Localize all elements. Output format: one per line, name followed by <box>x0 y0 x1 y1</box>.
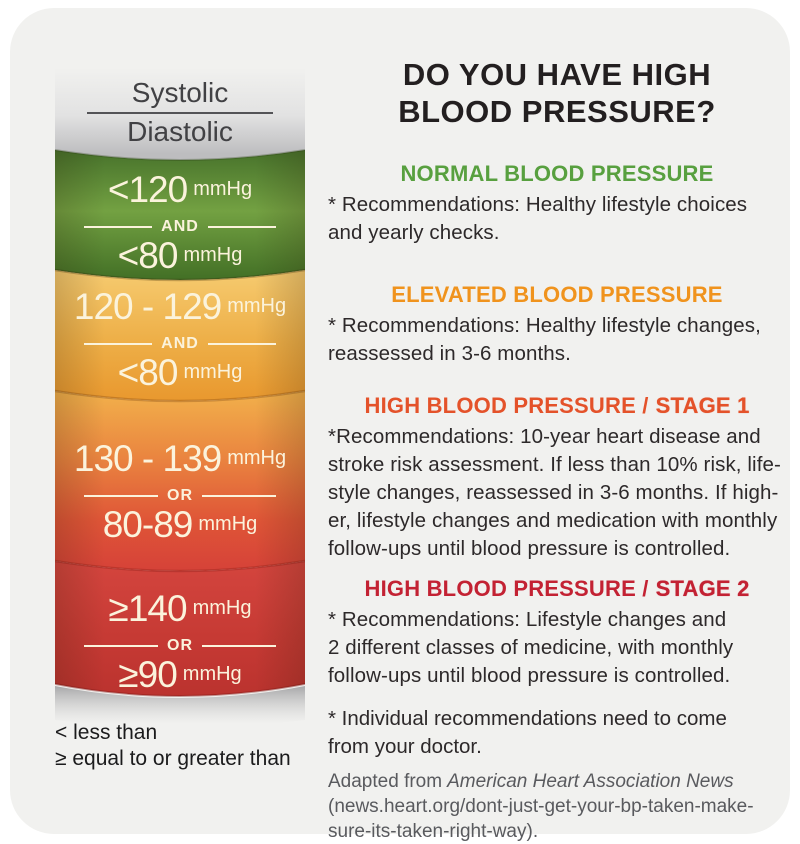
section-normal-body <box>328 191 786 247</box>
legend-greater-equal: ≥ equal to or greater than <box>55 747 291 770</box>
diastolic-value-row <box>55 654 305 701</box>
section-stage2 <box>328 576 786 690</box>
unit-label: mmHg <box>193 178 253 200</box>
section-normal <box>328 161 786 247</box>
rule-line <box>84 495 158 497</box>
heading-main: HIGH BLOOD PRESSURE / <box>364 576 649 601</box>
attribution-source: American Heart Association News <box>447 771 734 792</box>
systolic-value: 120 - 129 <box>73 286 222 327</box>
section-elevated-heading: ELEVATED BLOOD PRESSURE <box>391 282 723 307</box>
body-line: style changes, reassessed in 3-6 months. If high- <box>328 481 779 504</box>
diastolic-label: Diastolic <box>127 116 233 147</box>
attribution-line: sure-its-taken-right-way). <box>328 821 539 842</box>
title-line-1: DO YOU HAVE HIGH <box>402 57 712 92</box>
scale-labels <box>55 78 305 147</box>
attribution-prefix: Adapted from <box>328 771 443 792</box>
conjunction-row <box>84 487 276 505</box>
section-elevated <box>328 282 786 368</box>
unit-label: mmHg <box>182 663 242 685</box>
conjunction-label: OR <box>167 487 193 504</box>
band-normal-values <box>55 169 305 282</box>
conjunction-label: AND <box>161 335 199 352</box>
systolic-value-row <box>55 169 305 216</box>
body-line: * Recommendations: Healthy lifestyle changes, <box>328 314 761 337</box>
attribution-line: (news.heart.org/dont-just-get-your-bp-taken-make- <box>328 796 754 817</box>
diastolic-value: <80 <box>117 235 178 276</box>
unit-label: mmHg <box>192 597 252 619</box>
conjunction-row <box>84 637 276 655</box>
body-line: * Recommendations: Healthy lifestyle choices <box>328 193 748 216</box>
body-line: reassessed in 3-6 months. <box>328 342 571 365</box>
heading-stage: STAGE 1 <box>655 393 750 418</box>
conjunction-row <box>84 218 276 236</box>
systolic-value: <120 <box>107 169 188 210</box>
unit-label: mmHg <box>183 244 243 266</box>
heading-stage: STAGE 2 <box>655 576 750 601</box>
attribution-line <box>328 769 786 794</box>
rule-line <box>202 495 276 497</box>
doctor-note <box>328 705 786 761</box>
diastolic-value: <80 <box>117 352 178 393</box>
diastolic-value-row <box>55 235 305 282</box>
heading-main: HIGH BLOOD PRESSURE / <box>364 393 649 418</box>
body-line: *Recommendations: 10-year heart disease and <box>328 425 761 448</box>
symbol-legend <box>55 720 325 772</box>
infographic-card <box>10 8 790 842</box>
diastolic-value-row <box>55 352 305 399</box>
diastolic-value: ≥90 <box>118 654 177 695</box>
body-line: stroke risk assessment. If less than 10% risk, life- <box>328 453 781 476</box>
section-stage1 <box>328 393 786 563</box>
section-stage2-heading <box>328 576 786 602</box>
section-stage1-body <box>328 423 786 563</box>
unit-label: mmHg <box>183 361 243 383</box>
conjunction-label: OR <box>167 637 193 654</box>
systolic-value-row <box>55 588 305 635</box>
systolic-value: 130 - 139 <box>73 438 222 479</box>
note-line: * Individual recommendations need to come <box>328 707 727 730</box>
systolic-value-row <box>55 438 305 485</box>
unit-label: mmHg <box>198 513 258 535</box>
section-stage2-body <box>328 606 786 690</box>
section-elevated-body <box>328 312 786 368</box>
scale-divider <box>87 112 273 114</box>
systolic-label: Systolic <box>131 77 229 108</box>
body-line: follow-ups until blood pressure is controlled. <box>328 537 731 560</box>
unit-label: mmHg <box>227 447 287 469</box>
conjunction-label: AND <box>161 218 199 235</box>
body-line: and yearly checks. <box>328 221 500 244</box>
legend-less-than: < less than <box>55 721 158 744</box>
diastolic-value: 80-89 <box>102 504 193 545</box>
unit-label: mmHg <box>227 295 287 317</box>
rule-line <box>84 226 152 228</box>
section-normal-heading: NORMAL BLOOD PRESSURE <box>400 161 714 186</box>
attribution <box>328 769 786 844</box>
band-stage1-values <box>55 438 305 551</box>
rule-line <box>208 343 276 345</box>
systolic-value-row <box>55 286 305 333</box>
title-line-2: BLOOD PRESSURE? <box>398 94 716 129</box>
section-stage1-heading <box>328 393 786 419</box>
band-elevated-values <box>55 286 305 399</box>
page-title <box>328 56 786 130</box>
text-column <box>328 56 786 844</box>
body-line: 2 different classes of medicine, with monthly <box>328 636 734 659</box>
systolic-value: ≥140 <box>108 588 187 629</box>
rule-line <box>84 645 158 647</box>
body-line: er, lifestyle changes and medication with monthly <box>328 509 778 532</box>
band-stage2-values <box>55 588 305 701</box>
rule-line <box>208 226 276 228</box>
rule-line <box>84 343 152 345</box>
conjunction-row <box>84 335 276 353</box>
body-line: * Recommendations: Lifestyle changes and <box>328 608 727 631</box>
rule-line <box>202 645 276 647</box>
diastolic-value-row <box>55 504 305 551</box>
body-line: follow-ups until blood pressure is controlled. <box>328 664 731 687</box>
note-line: from your doctor. <box>328 735 482 758</box>
